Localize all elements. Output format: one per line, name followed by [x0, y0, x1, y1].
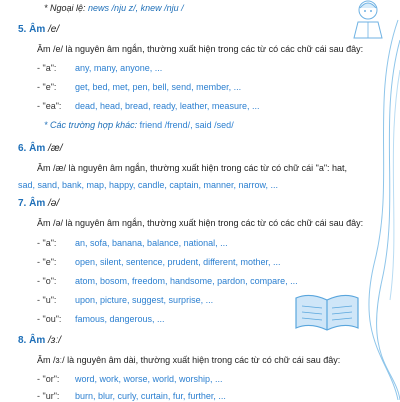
section-intro-continued: sad, sand, bank, map, happy, candle, captain, manner, narrow, ...	[18, 180, 278, 190]
section-heading-5	[18, 24, 59, 35]
row-examples: atom, bosom, freedom, handsome, pardon, compare, ...	[75, 276, 298, 286]
section-number: 7.	[18, 198, 27, 209]
list-item	[37, 81, 241, 93]
row-key: - "u":	[37, 295, 57, 305]
cartoon-girl-icon	[348, 0, 394, 40]
section-intro: Âm /æ/ là nguyên âm ngắn, thường xuất hiện trong các từ có chữ cái "a": hat,	[37, 163, 348, 173]
section-title: Âm	[29, 198, 46, 209]
exception-text: news /nju z/, knew /nju /	[88, 3, 184, 13]
row-key: - "o":	[37, 276, 57, 286]
section-title: Âm	[29, 24, 46, 35]
row-key: - "a":	[37, 63, 57, 73]
row-key: - "a":	[37, 238, 57, 248]
list-item	[37, 100, 259, 112]
section-heading-7	[18, 198, 59, 209]
section-intro: Âm /ə/ là nguyên âm ngắn, thường xuất hiện trong các từ có các chữ cái sau đây:	[37, 218, 364, 228]
row-key: - "or":	[37, 374, 60, 384]
row-examples: get, bed, met, pen, bell, send, member, ...	[75, 82, 242, 92]
row-examples: word, work, worse, world, worship, ...	[75, 374, 223, 384]
section-heading-6	[18, 143, 62, 154]
list-item	[37, 62, 162, 74]
note-text: friend /frend/, said /sed/	[139, 120, 234, 130]
section-ipa: /e/	[48, 24, 60, 35]
section-number: 5.	[18, 24, 27, 35]
row-examples: burn, blur, curly, curtain, fur, further, ...	[75, 391, 226, 401]
row-examples: open, silent, sentence, prudent, different, mother, ...	[75, 257, 281, 267]
section-note	[44, 119, 234, 131]
row-examples: upon, picture, suggest, surprise, ...	[75, 295, 214, 305]
list-item	[37, 373, 223, 385]
wave-decoration-icon	[340, 0, 400, 400]
row-examples: famous, dangerous, ...	[75, 314, 165, 324]
exception-label: * Ngoại lệ:	[44, 3, 86, 13]
list-item	[37, 313, 165, 325]
section-intro: Âm /e/ là nguyên âm ngắn, thường xuất hiện trong các từ có các chữ cái sau đây:	[37, 44, 364, 54]
section-ipa: /æ/	[48, 143, 63, 154]
section-title: Âm	[29, 143, 46, 154]
row-examples: dead, head, bread, ready, leather, measure, ...	[75, 101, 260, 111]
section-title: Âm	[29, 335, 46, 346]
row-key: - "e":	[37, 257, 57, 267]
list-item	[37, 275, 298, 287]
row-examples: any, many, anyone, ...	[75, 63, 163, 73]
row-examples: an, sofa, banana, balance, national, ...	[75, 238, 228, 248]
exception-top-line	[44, 2, 184, 14]
list-item	[37, 256, 280, 268]
section-number: 6.	[18, 143, 27, 154]
note-label: * Các trường hợp khác:	[44, 120, 138, 130]
list-item	[37, 390, 226, 402]
row-key: - "ou":	[37, 314, 62, 324]
row-key: - "ea":	[37, 101, 62, 111]
section-ipa: /ɜː/	[48, 335, 62, 346]
open-book-icon	[292, 288, 362, 334]
section-heading-8	[18, 335, 61, 346]
section-intro: Âm /ɜː/ là nguyên âm dài, thường xuất hiện trong các từ có chữ cái sau đây:	[37, 355, 341, 365]
section-ipa: /ə/	[48, 198, 60, 209]
list-item	[37, 294, 213, 306]
list-item	[37, 237, 228, 249]
section-number: 8.	[18, 335, 27, 346]
row-key: - "ur":	[37, 391, 60, 401]
row-key: - "e":	[37, 82, 57, 92]
